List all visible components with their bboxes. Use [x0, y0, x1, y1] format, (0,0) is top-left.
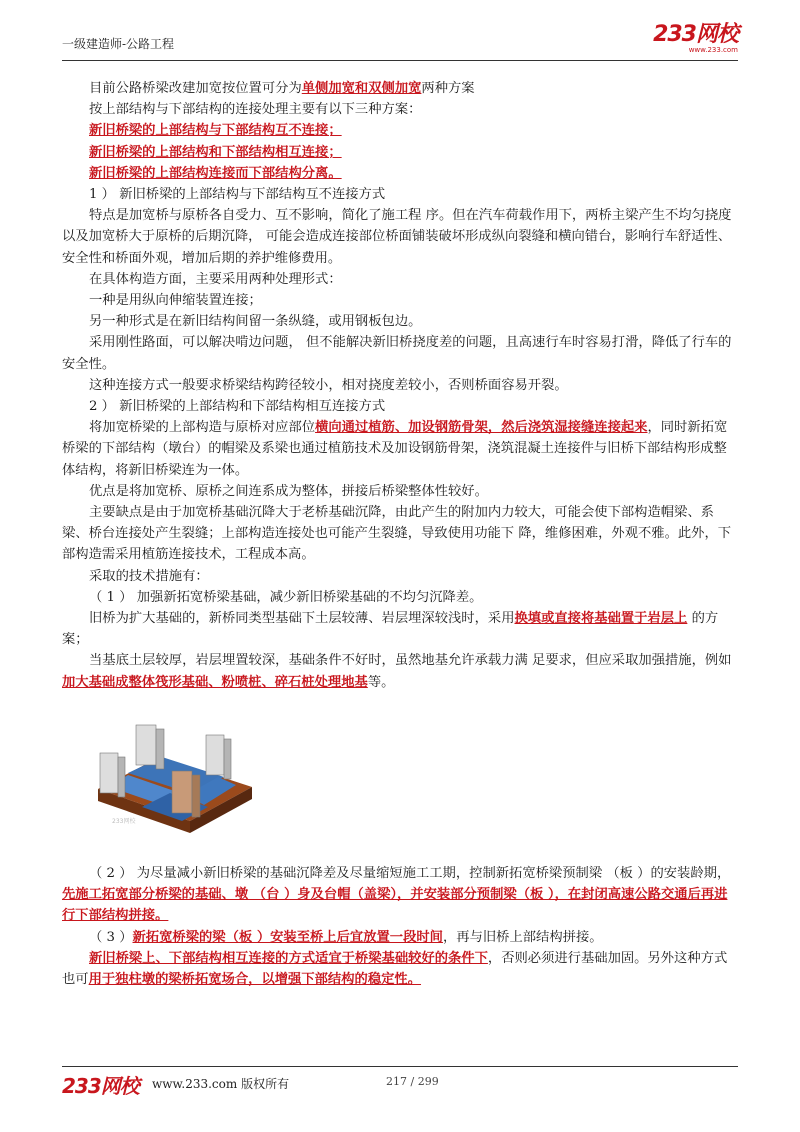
paragraph: 特点是加宽桥与原桥各自受力、互不影响，简化了施工程 序。但在汽车荷载作用下，两桥主梁产生不均匀挠度以及加宽桥大于原桥的后期沉降， 可能会造成连接部位桥面铺装破坏形成纵向裂缝和横向错台，影响行车舒适性、安全性和桥面外观，增加后期的养护维修费用。 — [62, 208, 732, 266]
paragraph: 将加宽桥梁的上部构造与原桥对应部位横向通过植筋、加设钢筋骨架，然后浇筑湿接缝连接起来，同时新拓宽桥梁的下部结构（墩台）的帽梁及系梁也通过植筋技术及加设钢筋骨架，浇筑混凝土连接件与旧桥下部结构形成整体结构，将新旧桥梁连为一体。 — [62, 420, 728, 478]
highlight: 单侧加宽和双侧加宽 — [301, 81, 422, 96]
paragraph: 旧桥为扩大基础的，新桥同类型基础下土层较薄、岩层埋深较浅时，采用换填或直接将基础置于岩层上 的方案； — [62, 611, 719, 648]
page-number: 217 / 299 — [386, 1075, 439, 1088]
paragraph: 采用刚性路面，可以解决啃边问题， 但不能解决新旧桥挠度差的问题，且高速行车时容易打滑，降低了行车的安全性。 — [62, 335, 732, 372]
paragraph: 目前公路桥梁改建加宽按位置可分为单侧加宽和双侧加宽两种方案 — [89, 81, 475, 96]
paragraph: 采取的技术措施有： — [89, 568, 209, 584]
column-back-right — [206, 735, 231, 779]
logo-url: www.233.com — [688, 46, 738, 54]
paragraph: 当基底土层较厚，岩层埋置较深，基础条件不好时，虽然地基允许承载力满 足要求，但应采取加强措施，例如加大基础成整体筏形基础、粉喷桩、碎石桩处理地基等。 — [62, 653, 732, 690]
paragraph: 优点是将加宽桥、原桥之间连系成为整体，拼接后桥梁整体性较好。 — [89, 483, 488, 499]
scheme-item: 新旧桥梁的上部结构和下部结构相互连接； — [89, 144, 342, 160]
measure-item: （ 1 ） 加强新拓宽桥梁基础，减少新旧桥梁基础的不均匀沉降差。 — [89, 589, 483, 605]
scheme-item: 新旧桥梁的上部结构与下部结构互不连接； — [89, 123, 342, 139]
paragraph: 新旧桥梁上、下部结构相互连接的方式适宜于桥梁基础较好的条件下，否则必须进行基础加固。另外这种方式也可用于独柱墩的梁桥拓宽场合，以增强下部结构的稳定性。 — [62, 950, 728, 987]
column-front-left — [100, 753, 125, 797]
paragraph: 主要缺点是由于加宽桥基础沉降大于老桥基础沉降，由此产生的附加内力较大，可能会使下部构造帽梁、系梁、桥台连接处产生裂缝；上部构造连接处也可能产生裂缝，导致使用功能下 降，维修困难，外观不雅。此外，下部构造需采用植筋连接技术，工程成本高。 — [62, 505, 732, 563]
page-header — [62, 22, 738, 62]
paragraph: 另一种形式是在新旧结构间留一条纵缝，或用钢板包边。 — [89, 314, 422, 330]
page-footer — [62, 1070, 738, 1098]
header-logo[interactable] — [653, 24, 738, 55]
paragraph: 一种是用纵向伸缩装置连接； — [89, 293, 262, 309]
footer-logo[interactable]: 233网校 — [62, 1074, 139, 1098]
header-divider — [62, 60, 738, 61]
section-heading: 1 ） 新旧桥梁的上部结构与下部结构互不连接方式 — [89, 187, 386, 203]
foundation-diagram-image — [90, 711, 260, 853]
header-title: 一级建造师-公路工程 — [62, 37, 175, 51]
logo-text: 233网校 — [653, 22, 738, 47]
measure-item: （ 3 ）新拓宽桥梁的梁（板 ）安装至桥上后宜放置一段时间，再与旧桥上部结构拼接。 — [89, 929, 603, 945]
paragraph: 在具体构造方面，主要采用两种处理形式： — [89, 271, 342, 287]
document-body — [62, 78, 738, 990]
column-back-left — [136, 725, 164, 769]
footer-divider — [62, 1066, 738, 1067]
foundation-diagram-svg — [90, 711, 260, 853]
scheme-item: 新旧桥梁的上部结构连接而下部结构分离。 — [89, 165, 342, 181]
footer-copyright: www.233.com 版权所有 — [152, 1077, 290, 1091]
measure-item: （ 2 ） 为尽量减小新旧桥梁的基础沉降差及尽量缩短施工工期，控制新拓宽桥梁预制梁 （板 ）的安装龄期，先施工拓宽部分桥梁的基础、墩 （台 ）身及台帽（盖梁），并安装部分预制梁（板 ），在封闭高速公路交通后再进行下部结构拼接。 — [62, 865, 731, 924]
paragraph: 按上部结构与下部结构的连接处理主要有以下三种方案： — [89, 102, 422, 118]
figure-watermark: 233网校 — [112, 817, 136, 825]
paragraph: 这种连接方式一般要求桥梁结构跨径较小，相对挠度差较小，否则桥面容易开裂。 — [89, 377, 568, 393]
section-heading: 2 ） 新旧桥梁的上部结构和下部结构相互连接方式 — [89, 399, 386, 415]
column-front-right — [172, 771, 200, 817]
